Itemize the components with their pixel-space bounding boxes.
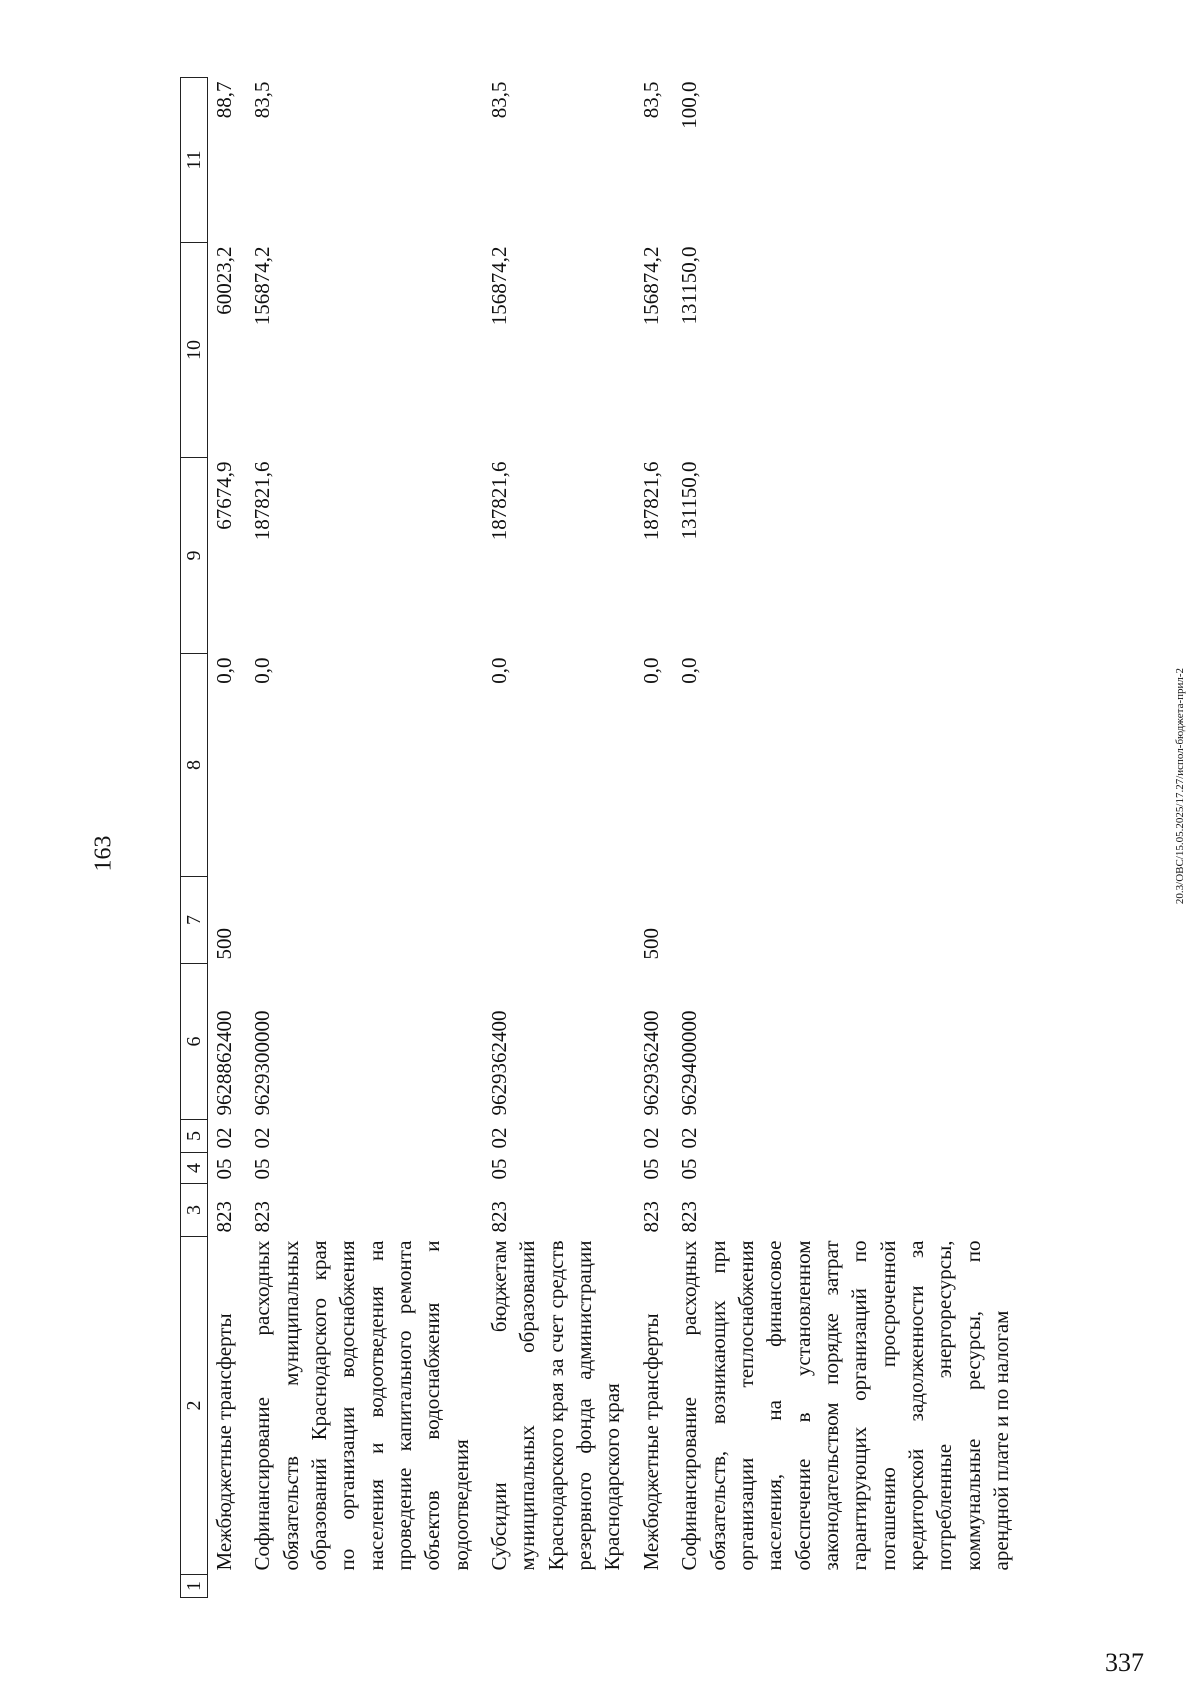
cell-value: 131150,0 (677, 461, 702, 540)
column-header: 3 (181, 1184, 208, 1237)
cell-expense-type: 500 (638, 928, 663, 960)
cell-target-article: 9628862400 (212, 1010, 236, 1116)
cell-target-article: 9629400000 (677, 1010, 702, 1116)
cell-value: 156874,2 (250, 246, 275, 326)
cell-number (208, 1575, 247, 1598)
cell-value: 187821,6 (638, 461, 663, 541)
cell-subsection: 02 (212, 1127, 236, 1149)
cell-expense-type (246, 877, 483, 964)
cell-value: 187821,6 (487, 461, 512, 541)
cell-expense-type: 500 (212, 928, 236, 960)
budget-table-container (180, 78, 1080, 1598)
cell-target-article: 9629300000 (250, 1010, 275, 1116)
table-row (483, 78, 635, 1598)
cell-value: 131150,0 (677, 246, 702, 325)
cell-number (673, 1575, 1023, 1598)
column-header: 4 (181, 1153, 208, 1184)
column-header: 7 (181, 877, 208, 964)
cell-target-article: 9629362400 (487, 1010, 512, 1116)
cell-value: 187821,6 (250, 461, 275, 541)
cell-value: 0,0 (212, 657, 236, 684)
page-number: 163 (90, 835, 117, 872)
cell-value: 0,0 (487, 657, 512, 684)
cell-value: 156874,2 (487, 246, 512, 326)
cell-subsection: 02 (487, 1127, 512, 1149)
column-header: 2 (181, 1237, 208, 1575)
document-code: 20.3/ОВС/15.05.2025/17.27/испол-бюджета-прил-2 (1174, 667, 1186, 905)
column-header: 6 (181, 964, 208, 1120)
cell-ministry: 823 (212, 1201, 236, 1233)
cell-value: 156874,2 (638, 246, 663, 326)
cell-ministry: 823 (677, 1201, 702, 1233)
cell-expense-type (673, 877, 1023, 964)
cell-section: 05 (677, 1158, 702, 1180)
table-header-row (181, 78, 208, 1598)
column-header: 9 (181, 458, 208, 654)
table-row (673, 78, 1023, 1598)
cell-ministry: 823 (487, 1201, 512, 1233)
budget-table (180, 77, 1023, 1598)
cell-subsection: 02 (638, 1127, 663, 1149)
cell-value: 0,0 (250, 657, 275, 684)
side-page-number: 337 (1105, 1648, 1144, 1677)
table-row (635, 78, 673, 1598)
table-row (208, 78, 247, 1598)
cell-value: 0,0 (677, 657, 702, 684)
cell-section: 05 (487, 1158, 512, 1180)
cell-target-article: 9629362400 (638, 1010, 663, 1116)
cell-expense-type (483, 877, 635, 964)
column-header: 11 (181, 78, 208, 243)
cell-value: 67674,9 (212, 461, 236, 530)
column-header: 5 (181, 1120, 208, 1153)
column-header: 10 (181, 243, 208, 458)
cell-subsection: 02 (250, 1127, 275, 1149)
table-row (246, 78, 483, 1598)
cell-section: 05 (638, 1158, 663, 1180)
cell-percent: 83,5 (487, 81, 512, 119)
cell-number (635, 1575, 673, 1598)
cell-name: Межбюджетные трансферты (638, 1313, 663, 1571)
cell-value: 60023,2 (212, 246, 236, 315)
column-header: 1 (181, 1575, 208, 1598)
cell-ministry: 823 (638, 1201, 663, 1233)
cell-percent: 100,0 (677, 81, 702, 129)
cell-section: 05 (250, 1158, 275, 1180)
cell-percent: 88,7 (212, 81, 236, 119)
cell-subsection: 02 (677, 1127, 702, 1149)
cell-name: Софинансирование расходных обязательств муниципальных образований Краснодарского края по организации водоснабжения населения и водоотведения на проведение капитального ремонта объектов водоснабжения и водоотведения (250, 1240, 473, 1571)
cell-value: 0,0 (638, 657, 663, 684)
cell-number (483, 1575, 635, 1598)
cell-name: Софинансирование расходных обязательств, возникающих при организации теплоснабжения населения, на финансовое обеспечение в установленном законодательством порядке затрат гарантирующих организаций по погашению просроченной кредиторской задолженности за потребленные энергоресурсы, коммунальные ресурсы, по арендной плате и по налогам (677, 1240, 1013, 1571)
cell-number (246, 1575, 483, 1598)
cell-percent: 83,5 (250, 81, 275, 119)
cell-percent: 83,5 (638, 81, 663, 119)
column-header: 8 (181, 654, 208, 877)
cell-name: Межбюджетные трансферты (212, 1313, 236, 1571)
cell-name: Субсидии бюджетам муниципальных образований Краснодарского края за счет средств резервного фонда администрации Краснодарского края (487, 1240, 625, 1571)
cell-ministry: 823 (250, 1201, 275, 1233)
cell-section: 05 (212, 1158, 236, 1180)
